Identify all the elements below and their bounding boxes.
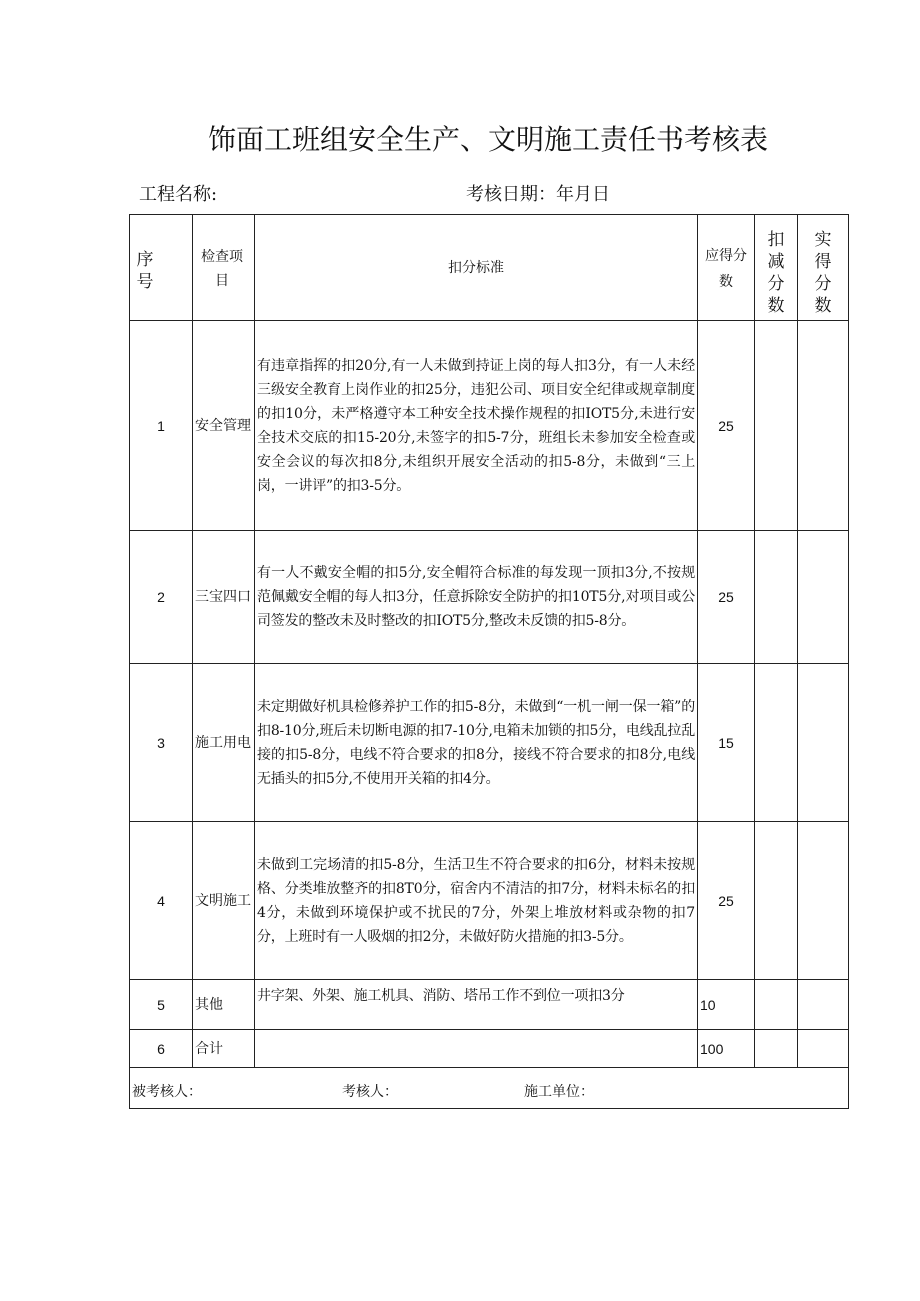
row-actual[interactable] (798, 1030, 849, 1068)
row-standard: 有一人不戴安全帽的扣5分,安全帽符合标准的每发现一顶扣3分,不按规范佩戴安全帽的每人扣3分，任意拆除安全防护的扣10T5分,对项目或公司签发的整改未及时整改的扣IOT5分,整改未反馈的扣5-8分。 (255, 531, 698, 664)
construction-unit-label: 施工单位： (524, 1084, 594, 1100)
signature-row (130, 1068, 849, 1109)
row-standard: 井字架、外架、施工机具、消防、塔吊工作不到位一项扣3分 (255, 980, 698, 1030)
header-deduct: 扣减分数 (755, 215, 798, 321)
row-standard (255, 1030, 698, 1068)
row-seq: 4 (130, 822, 193, 980)
row-item: 其他 (193, 980, 255, 1030)
header-seq: 序号 (130, 215, 193, 321)
row-deduct[interactable] (755, 531, 798, 664)
header-due-score: 应得分数 (698, 215, 755, 321)
row-actual[interactable] (798, 980, 849, 1030)
row-item: 三宝四口 (193, 531, 255, 664)
row-deduct[interactable] (755, 1030, 798, 1068)
project-name-label: 工程名称: (139, 184, 218, 205)
row-due-score: 100 (698, 1030, 755, 1068)
row-item: 安全管理 (193, 321, 255, 531)
row-due-score: 25 (698, 822, 755, 980)
row-seq: 6 (130, 1030, 193, 1068)
assessment-date-label: 考核日期：年月日 (466, 184, 610, 205)
row-item: 文明施工 (193, 822, 255, 980)
header-standard: 扣分标准 (255, 215, 698, 321)
row-due-score: 25 (698, 531, 755, 664)
table-row (130, 980, 849, 1030)
row-actual[interactable] (798, 321, 849, 531)
header-item: 检查项目 (193, 215, 255, 321)
table-row (130, 822, 849, 980)
row-due-score: 25 (698, 321, 755, 531)
row-seq: 2 (130, 531, 193, 664)
table-row (130, 321, 849, 531)
header-actual: 实得分数 (798, 215, 849, 321)
row-seq: 1 (130, 321, 193, 531)
table-row (130, 1030, 849, 1068)
assessment-table (129, 214, 849, 1109)
row-seq: 3 (130, 664, 193, 822)
row-actual[interactable] (798, 531, 849, 664)
row-deduct[interactable] (755, 664, 798, 822)
assessee-label: 被考核人： (132, 1084, 202, 1100)
row-deduct[interactable] (755, 980, 798, 1030)
header-row (130, 215, 849, 321)
row-seq: 5 (130, 980, 193, 1030)
page-title: 饰面工班组安全生产、文明施工责任书考核表 (207, 123, 768, 156)
table-row (130, 664, 849, 822)
table-row (130, 531, 849, 664)
row-deduct[interactable] (755, 321, 798, 531)
row-deduct[interactable] (755, 822, 798, 980)
row-due-score: 15 (698, 664, 755, 822)
row-due-score: 10 (698, 980, 755, 1030)
row-item: 合计 (193, 1030, 255, 1068)
row-actual[interactable] (798, 822, 849, 980)
row-standard: 有违章指挥的扣20分,有一人未做到持证上岗的每人扣3分，有一人未经三级安全教育上岗作业的扣25分，违犯公司、项目安全纪律或规章制度的扣10分，未严格遵守本工种安全技术操作规程的扣IOT5分,未进行安全技术交底的扣15-20分,未签字的扣5-7分，班组长未参加安全检查或安全会议的每次扣8分,未组织开展安全活动的扣5-8分，未做到“三上岗，一讲评”的扣3-5分。 (255, 321, 698, 531)
row-actual[interactable] (798, 664, 849, 822)
row-standard: 未定期做好机具检修养护工作的扣5-8分，未做到“一机一闸一保一箱”的扣8-10分,班后未切断电源的扣7-10分,电箱未加锁的扣5分，电线乱拉乱接的扣5-8分，电线不符合要求的扣8分，接线不符合要求的扣8分,电线无插头的扣5分,不使用开关箱的扣4分。 (255, 664, 698, 822)
row-standard: 未做到工完场清的扣5-8分，生活卫生不符合要求的扣6分，材料未按规格、分类堆放整齐的扣8T0分，宿舍内不清洁的扣7分，材料未标名的扣4分，未做到环境保护或不扰民的7分，外架上堆放材料或杂物的扣7分，上班时有一人吸烟的扣2分，未做好防火措施的扣3-5分。 (255, 822, 698, 980)
signature-cell (130, 1068, 849, 1109)
row-item: 施工用电 (193, 664, 255, 822)
assessor-label: 考核人： (342, 1084, 398, 1100)
